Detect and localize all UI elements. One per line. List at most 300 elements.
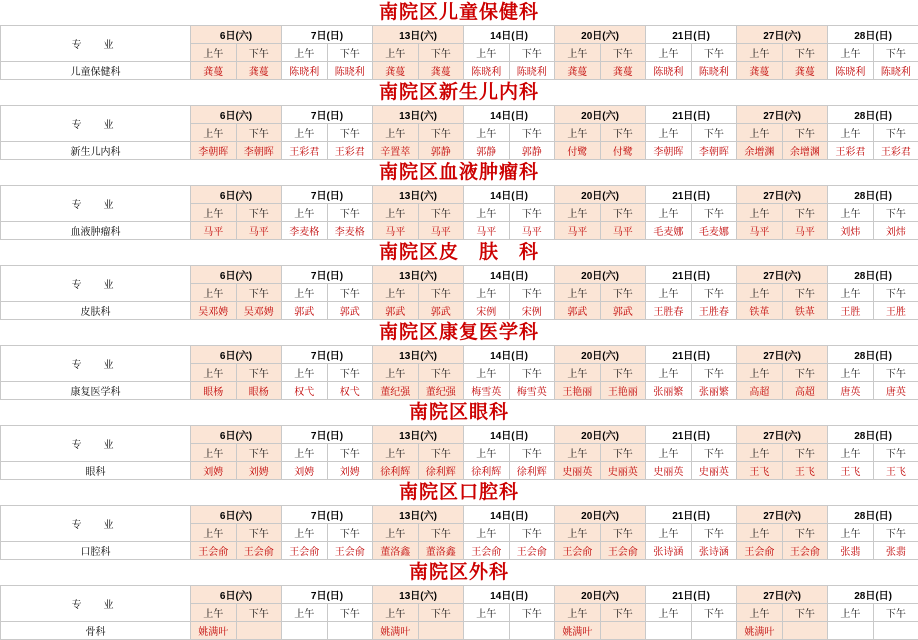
doctor-cell: 郭武 xyxy=(555,302,601,320)
department-name: 儿童保健科 xyxy=(1,62,191,80)
department-name: 眼科 xyxy=(1,462,191,480)
morning-header: 上午 xyxy=(191,204,237,222)
table-row xyxy=(1,542,918,560)
day-header: 14日(日) xyxy=(464,506,555,524)
doctor-cell: 铁革 xyxy=(782,302,828,320)
doctor-cell: 史丽英 xyxy=(555,462,601,480)
morning-header: 上午 xyxy=(464,444,510,462)
doctor-cell: 马平 xyxy=(737,222,783,240)
day-header: 13日(六) xyxy=(373,426,464,444)
section-title: 南院区新生儿内科 xyxy=(0,80,918,105)
day-header: 14日(日) xyxy=(464,26,555,44)
day-header: 20日(六) xyxy=(555,106,646,124)
afternoon-header: 下午 xyxy=(600,44,646,62)
doctor-cell: 王彩君 xyxy=(327,142,373,160)
section-title: 南院区口腔科 xyxy=(0,480,918,505)
morning-header: 上午 xyxy=(191,44,237,62)
afternoon-header: 下午 xyxy=(691,604,737,622)
afternoon-header: 下午 xyxy=(418,44,464,62)
morning-header: 上午 xyxy=(737,124,783,142)
doctor-cell: 张丽繁 xyxy=(691,382,737,400)
doctor-cell: 梅雪英 xyxy=(464,382,510,400)
doctor-cell: 王会俞 xyxy=(555,542,601,560)
doctor-cell: 陈晓利 xyxy=(828,62,874,80)
schedule-section xyxy=(0,240,918,320)
morning-header: 上午 xyxy=(555,604,601,622)
day-header: 27日(六) xyxy=(737,186,828,204)
table-header-days xyxy=(1,586,918,604)
afternoon-header: 下午 xyxy=(327,284,373,302)
doctor-cell: 陈晓利 xyxy=(327,62,373,80)
afternoon-header: 下午 xyxy=(327,364,373,382)
afternoon-header: 下午 xyxy=(236,44,282,62)
doctor-cell: 眼杨 xyxy=(236,382,282,400)
morning-header: 上午 xyxy=(828,44,874,62)
afternoon-header: 下午 xyxy=(327,44,373,62)
doctor-cell: 徐利辉 xyxy=(464,462,510,480)
major-header: 专 业 xyxy=(1,186,191,222)
afternoon-header: 下午 xyxy=(509,604,555,622)
section-title: 南院区儿童保健科 xyxy=(0,0,918,25)
doctor-cell: 刘娉 xyxy=(327,462,373,480)
table-header-days xyxy=(1,186,918,204)
day-header: 20日(六) xyxy=(555,266,646,284)
day-header: 14日(日) xyxy=(464,106,555,124)
morning-header: 上午 xyxy=(464,44,510,62)
department-name: 皮肤科 xyxy=(1,302,191,320)
schedule-section xyxy=(0,480,918,560)
doctor-cell: 王飞 xyxy=(782,462,828,480)
day-header: 13日(六) xyxy=(373,106,464,124)
day-header: 6日(六) xyxy=(191,586,282,604)
table-header-days xyxy=(1,346,918,364)
doctor-cell: 王胜春 xyxy=(691,302,737,320)
day-header: 28日(日) xyxy=(828,586,918,604)
morning-header: 上午 xyxy=(646,204,692,222)
doctor-cell: 唐英 xyxy=(873,382,918,400)
doctor-cell: 郭武 xyxy=(327,302,373,320)
doctor-cell: 马平 xyxy=(555,222,601,240)
doctor-cell: 梅雪英 xyxy=(509,382,555,400)
doctor-cell: 陈晓利 xyxy=(646,62,692,80)
table-row xyxy=(1,622,918,640)
morning-header: 上午 xyxy=(464,204,510,222)
doctor-cell: 王彩君 xyxy=(828,142,874,160)
doctor-cell: 付鹭 xyxy=(555,142,601,160)
doctor-cell: 唐英 xyxy=(828,382,874,400)
empty-cell xyxy=(691,622,737,640)
empty-cell xyxy=(236,622,282,640)
afternoon-header: 下午 xyxy=(691,524,737,542)
afternoon-header: 下午 xyxy=(782,44,828,62)
morning-header: 上午 xyxy=(282,284,328,302)
doctor-cell: 陈晓利 xyxy=(464,62,510,80)
day-header: 6日(六) xyxy=(191,266,282,284)
day-header: 7日(日) xyxy=(282,426,373,444)
day-header: 27日(六) xyxy=(737,266,828,284)
day-header: 27日(六) xyxy=(737,26,828,44)
doctor-cell: 史丽英 xyxy=(691,462,737,480)
day-header: 6日(六) xyxy=(191,426,282,444)
morning-header: 上午 xyxy=(373,524,419,542)
afternoon-header: 下午 xyxy=(600,124,646,142)
morning-header: 上午 xyxy=(737,524,783,542)
afternoon-header: 下午 xyxy=(782,444,828,462)
morning-header: 上午 xyxy=(555,124,601,142)
morning-header: 上午 xyxy=(737,204,783,222)
day-header: 21日(日) xyxy=(646,266,737,284)
morning-header: 上午 xyxy=(737,44,783,62)
doctor-cell: 马平 xyxy=(373,222,419,240)
morning-header: 上午 xyxy=(828,524,874,542)
doctor-cell: 徐利辉 xyxy=(373,462,419,480)
morning-header: 上午 xyxy=(191,444,237,462)
empty-cell xyxy=(418,622,464,640)
doctor-cell: 龚蔓 xyxy=(418,62,464,80)
morning-header: 上午 xyxy=(828,364,874,382)
morning-header: 上午 xyxy=(737,284,783,302)
day-header: 20日(六) xyxy=(555,26,646,44)
doctor-cell: 徐利辉 xyxy=(418,462,464,480)
afternoon-header: 下午 xyxy=(509,44,555,62)
schedule-table xyxy=(0,185,918,240)
department-name: 血液肿瘤科 xyxy=(1,222,191,240)
doctor-cell: 郭静 xyxy=(464,142,510,160)
doctor-cell: 郭武 xyxy=(600,302,646,320)
doctor-cell: 郭武 xyxy=(373,302,419,320)
doctor-cell: 眼杨 xyxy=(191,382,237,400)
doctor-cell: 史丽英 xyxy=(600,462,646,480)
morning-header: 上午 xyxy=(464,124,510,142)
morning-header: 上午 xyxy=(464,284,510,302)
morning-header: 上午 xyxy=(646,44,692,62)
afternoon-header: 下午 xyxy=(691,364,737,382)
empty-cell xyxy=(327,622,373,640)
doctor-cell: 张丽繁 xyxy=(646,382,692,400)
empty-cell xyxy=(509,622,555,640)
doctor-cell: 王会俞 xyxy=(509,542,555,560)
doctor-cell: 李朝晖 xyxy=(236,142,282,160)
day-header: 28日(日) xyxy=(828,26,918,44)
morning-header: 上午 xyxy=(282,444,328,462)
morning-header: 上午 xyxy=(646,124,692,142)
doctor-cell: 余增渊 xyxy=(782,142,828,160)
day-header: 6日(六) xyxy=(191,26,282,44)
afternoon-header: 下午 xyxy=(600,444,646,462)
morning-header: 上午 xyxy=(828,604,874,622)
doctor-cell: 陈晓利 xyxy=(282,62,328,80)
table-row xyxy=(1,222,918,240)
major-header: 专 业 xyxy=(1,426,191,462)
day-header: 14日(日) xyxy=(464,186,555,204)
day-header: 6日(六) xyxy=(191,186,282,204)
afternoon-header: 下午 xyxy=(873,124,918,142)
day-header: 21日(日) xyxy=(646,426,737,444)
doctor-cell: 张翡 xyxy=(873,542,918,560)
doctor-cell: 龚蔓 xyxy=(191,62,237,80)
empty-cell xyxy=(782,622,828,640)
doctor-cell: 王艳丽 xyxy=(555,382,601,400)
schedule-table xyxy=(0,505,918,560)
afternoon-header: 下午 xyxy=(418,124,464,142)
empty-cell xyxy=(464,622,510,640)
afternoon-header: 下午 xyxy=(509,444,555,462)
section-title: 南院区血液肿瘤科 xyxy=(0,160,918,185)
morning-header: 上午 xyxy=(646,604,692,622)
doctor-cell: 张诗涵 xyxy=(691,542,737,560)
doctor-cell: 李朝晖 xyxy=(646,142,692,160)
afternoon-header: 下午 xyxy=(236,604,282,622)
afternoon-header: 下午 xyxy=(600,204,646,222)
section-title: 南院区康复医学科 xyxy=(0,320,918,345)
schedule-section xyxy=(0,80,918,160)
doctor-cell: 郭静 xyxy=(509,142,555,160)
afternoon-header: 下午 xyxy=(327,444,373,462)
doctor-cell: 宋例 xyxy=(509,302,555,320)
morning-header: 上午 xyxy=(282,44,328,62)
afternoon-header: 下午 xyxy=(236,524,282,542)
schedule-section xyxy=(0,320,918,400)
morning-header: 上午 xyxy=(282,124,328,142)
empty-cell xyxy=(873,622,918,640)
doctor-cell: 王彩君 xyxy=(873,142,918,160)
morning-header: 上午 xyxy=(464,524,510,542)
table-row xyxy=(1,302,918,320)
morning-header: 上午 xyxy=(555,284,601,302)
day-header: 21日(日) xyxy=(646,346,737,364)
morning-header: 上午 xyxy=(555,44,601,62)
morning-header: 上午 xyxy=(373,204,419,222)
afternoon-header: 下午 xyxy=(782,204,828,222)
doctor-cell: 权弋 xyxy=(282,382,328,400)
morning-header: 上午 xyxy=(373,284,419,302)
afternoon-header: 下午 xyxy=(509,524,555,542)
doctor-cell: 高超 xyxy=(737,382,783,400)
table-row xyxy=(1,62,918,80)
morning-header: 上午 xyxy=(555,524,601,542)
doctor-cell: 郭武 xyxy=(282,302,328,320)
day-header: 20日(六) xyxy=(555,586,646,604)
day-header: 27日(六) xyxy=(737,346,828,364)
day-header: 6日(六) xyxy=(191,506,282,524)
doctor-cell: 余增渊 xyxy=(737,142,783,160)
morning-header: 上午 xyxy=(464,364,510,382)
afternoon-header: 下午 xyxy=(509,124,555,142)
table-header-days xyxy=(1,266,918,284)
empty-cell xyxy=(828,622,874,640)
afternoon-header: 下午 xyxy=(236,364,282,382)
doctor-cell: 高超 xyxy=(782,382,828,400)
afternoon-header: 下午 xyxy=(509,284,555,302)
doctor-cell: 陈晓利 xyxy=(691,62,737,80)
afternoon-header: 下午 xyxy=(236,124,282,142)
day-header: 21日(日) xyxy=(646,186,737,204)
afternoon-header: 下午 xyxy=(327,204,373,222)
afternoon-header: 下午 xyxy=(509,204,555,222)
major-header: 专 业 xyxy=(1,106,191,142)
doctor-cell: 宋例 xyxy=(464,302,510,320)
doctor-cell: 王会俞 xyxy=(600,542,646,560)
morning-header: 上午 xyxy=(555,364,601,382)
day-header: 20日(六) xyxy=(555,426,646,444)
doctor-cell: 董洛鑫 xyxy=(418,542,464,560)
morning-header: 上午 xyxy=(373,124,419,142)
morning-header: 上午 xyxy=(555,204,601,222)
doctor-cell: 史丽英 xyxy=(646,462,692,480)
morning-header: 上午 xyxy=(373,364,419,382)
afternoon-header: 下午 xyxy=(873,524,918,542)
doctor-cell: 毛麦娜 xyxy=(646,222,692,240)
department-name: 康复医学科 xyxy=(1,382,191,400)
department-name: 口腔科 xyxy=(1,542,191,560)
afternoon-header: 下午 xyxy=(691,204,737,222)
schedule-table xyxy=(0,585,918,640)
doctor-cell: 龚蔓 xyxy=(555,62,601,80)
day-header: 14日(日) xyxy=(464,346,555,364)
afternoon-header: 下午 xyxy=(418,364,464,382)
major-header: 专 业 xyxy=(1,586,191,622)
doctor-cell: 姚满叶 xyxy=(373,622,419,640)
day-header: 7日(日) xyxy=(282,106,373,124)
afternoon-header: 下午 xyxy=(873,444,918,462)
schedule-section xyxy=(0,0,918,80)
afternoon-header: 下午 xyxy=(509,364,555,382)
doctor-cell: 马平 xyxy=(509,222,555,240)
doctor-cell: 吴邓娉 xyxy=(236,302,282,320)
doctor-cell: 马平 xyxy=(191,222,237,240)
morning-header: 上午 xyxy=(464,604,510,622)
table-header-days xyxy=(1,26,918,44)
afternoon-header: 下午 xyxy=(327,604,373,622)
day-header: 28日(日) xyxy=(828,186,918,204)
day-header: 7日(日) xyxy=(282,266,373,284)
schedule-table xyxy=(0,425,918,480)
afternoon-header: 下午 xyxy=(873,364,918,382)
table-header-days xyxy=(1,506,918,524)
doctor-cell: 刘娉 xyxy=(191,462,237,480)
morning-header: 上午 xyxy=(373,44,419,62)
schedule-table xyxy=(0,345,918,400)
day-header: 28日(日) xyxy=(828,426,918,444)
doctor-cell: 王会俞 xyxy=(737,542,783,560)
doctor-cell: 王胜春 xyxy=(646,302,692,320)
afternoon-header: 下午 xyxy=(691,124,737,142)
morning-header: 上午 xyxy=(828,124,874,142)
day-header: 7日(日) xyxy=(282,506,373,524)
doctor-cell: 马平 xyxy=(600,222,646,240)
department-name: 新生儿内科 xyxy=(1,142,191,160)
schedule-table xyxy=(0,265,918,320)
doctor-cell: 刘炜 xyxy=(828,222,874,240)
doctor-cell: 龚蔓 xyxy=(236,62,282,80)
empty-cell xyxy=(646,622,692,640)
afternoon-header: 下午 xyxy=(600,524,646,542)
morning-header: 上午 xyxy=(828,444,874,462)
day-header: 20日(六) xyxy=(555,186,646,204)
afternoon-header: 下午 xyxy=(782,284,828,302)
doctor-cell: 龚蔓 xyxy=(373,62,419,80)
doctor-cell: 陈晓利 xyxy=(509,62,555,80)
doctor-cell: 王胜 xyxy=(873,302,918,320)
empty-cell xyxy=(600,622,646,640)
doctor-cell: 龚蔓 xyxy=(600,62,646,80)
doctor-cell: 马平 xyxy=(418,222,464,240)
day-header: 14日(日) xyxy=(464,266,555,284)
afternoon-header: 下午 xyxy=(600,284,646,302)
major-header: 专 业 xyxy=(1,26,191,62)
doctor-cell: 王艳丽 xyxy=(600,382,646,400)
morning-header: 上午 xyxy=(373,604,419,622)
day-header: 7日(日) xyxy=(282,186,373,204)
doctor-cell: 辛置萃 xyxy=(373,142,419,160)
doctor-cell: 陈晓利 xyxy=(873,62,918,80)
doctor-cell: 马平 xyxy=(464,222,510,240)
afternoon-header: 下午 xyxy=(873,604,918,622)
doctor-cell: 董洛鑫 xyxy=(373,542,419,560)
morning-header: 上午 xyxy=(646,284,692,302)
morning-header: 上午 xyxy=(282,204,328,222)
afternoon-header: 下午 xyxy=(873,204,918,222)
table-header-days xyxy=(1,426,918,444)
morning-header: 上午 xyxy=(191,524,237,542)
doctor-cell: 马平 xyxy=(782,222,828,240)
schedule-section xyxy=(0,160,918,240)
section-title: 南院区外科 xyxy=(0,560,918,585)
morning-header: 上午 xyxy=(828,204,874,222)
day-header: 7日(日) xyxy=(282,346,373,364)
day-header: 13日(六) xyxy=(373,266,464,284)
doctor-cell: 李朝晖 xyxy=(691,142,737,160)
afternoon-header: 下午 xyxy=(873,44,918,62)
day-header: 28日(日) xyxy=(828,346,918,364)
doctor-cell: 李麦格 xyxy=(282,222,328,240)
doctor-cell: 王会俞 xyxy=(236,542,282,560)
doctor-cell: 王会俞 xyxy=(327,542,373,560)
afternoon-header: 下午 xyxy=(691,444,737,462)
doctor-cell: 吴邓娉 xyxy=(191,302,237,320)
afternoon-header: 下午 xyxy=(782,524,828,542)
afternoon-header: 下午 xyxy=(782,124,828,142)
doctor-cell: 王飞 xyxy=(873,462,918,480)
day-header: 13日(六) xyxy=(373,346,464,364)
doctor-cell: 王彩君 xyxy=(282,142,328,160)
schedule-section xyxy=(0,400,918,480)
day-header: 27日(六) xyxy=(737,106,828,124)
morning-header: 上午 xyxy=(191,124,237,142)
doctor-cell: 李朝晖 xyxy=(191,142,237,160)
doctor-cell: 郭静 xyxy=(418,142,464,160)
afternoon-header: 下午 xyxy=(600,604,646,622)
afternoon-header: 下午 xyxy=(327,124,373,142)
doctor-cell: 毛麦娜 xyxy=(691,222,737,240)
day-header: 27日(六) xyxy=(737,586,828,604)
afternoon-header: 下午 xyxy=(236,204,282,222)
morning-header: 上午 xyxy=(191,284,237,302)
morning-header: 上午 xyxy=(555,444,601,462)
doctor-cell: 马平 xyxy=(236,222,282,240)
day-header: 21日(日) xyxy=(646,106,737,124)
doctor-cell: 龚蔓 xyxy=(782,62,828,80)
day-header: 21日(日) xyxy=(646,586,737,604)
table-header-days xyxy=(1,106,918,124)
morning-header: 上午 xyxy=(737,444,783,462)
major-header: 专 业 xyxy=(1,506,191,542)
morning-header: 上午 xyxy=(282,524,328,542)
doctor-cell: 铁革 xyxy=(737,302,783,320)
empty-cell xyxy=(282,622,328,640)
doctor-cell: 王会俞 xyxy=(464,542,510,560)
day-header: 13日(六) xyxy=(373,586,464,604)
